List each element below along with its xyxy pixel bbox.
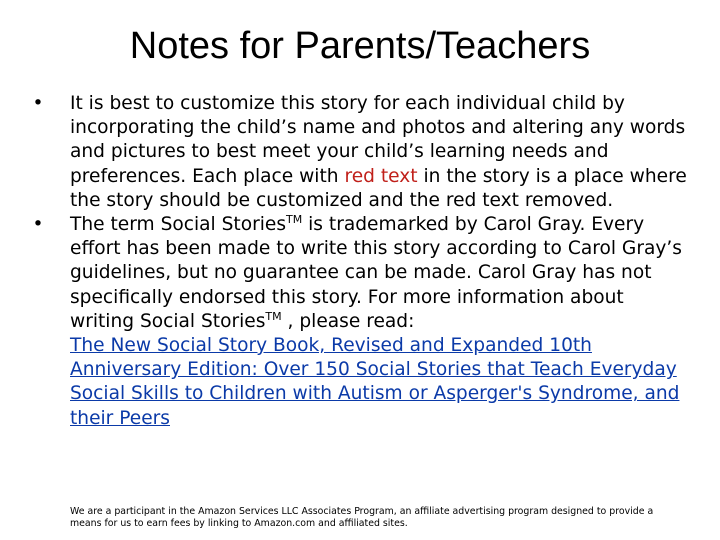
trademark-superscript: TM <box>265 309 282 323</box>
bullet-item-customize <box>32 92 688 213</box>
book-link[interactable]: The New Social Story Book, Revised and Expanded 10th Anniversary Edition: Over 150 Social Stories that Teach Everyday Social Skills to Children with Autism or Asperger's Syndrome, and their Peers <box>70 335 680 429</box>
bullet-text: The term Social Stories <box>70 214 287 236</box>
affiliate-disclaimer: We are a participant in the Amazon Services LLC Associates Program, an affiliate advertising program designed to provide a means for us to earn fees by linking to Amazon.com and affiliated sites. <box>70 506 654 529</box>
bullet-text-continued: is trademarked by Carol Gray. Every effort has been made to write this story according to Carol Gray’s guidelines, but no guarantee can be made. Carol Gray has not specifically endorsed this story. For more information about writing Social Stories <box>70 214 682 332</box>
bullet-text-end: , please read: <box>281 310 415 332</box>
bullet-text-continued: in the story is a place where the story should be customized and the red text removed. <box>70 165 687 211</box>
bullet-list <box>32 92 688 431</box>
bullet-text: It is best to customize this story for each individual child by incorporating the child’s name and photos and altering any words and pictures to best meet your child’s learning needs and preferences. Each place with <box>70 93 686 187</box>
trademark-superscript: TM <box>286 213 303 227</box>
page-title: Notes for Parents/Teachers <box>129 25 591 67</box>
bullet-icon: • <box>32 93 44 114</box>
bullet-icon: • <box>32 214 44 236</box>
red-text-highlight: red text <box>344 165 418 187</box>
bullet-item-trademark <box>32 213 688 431</box>
